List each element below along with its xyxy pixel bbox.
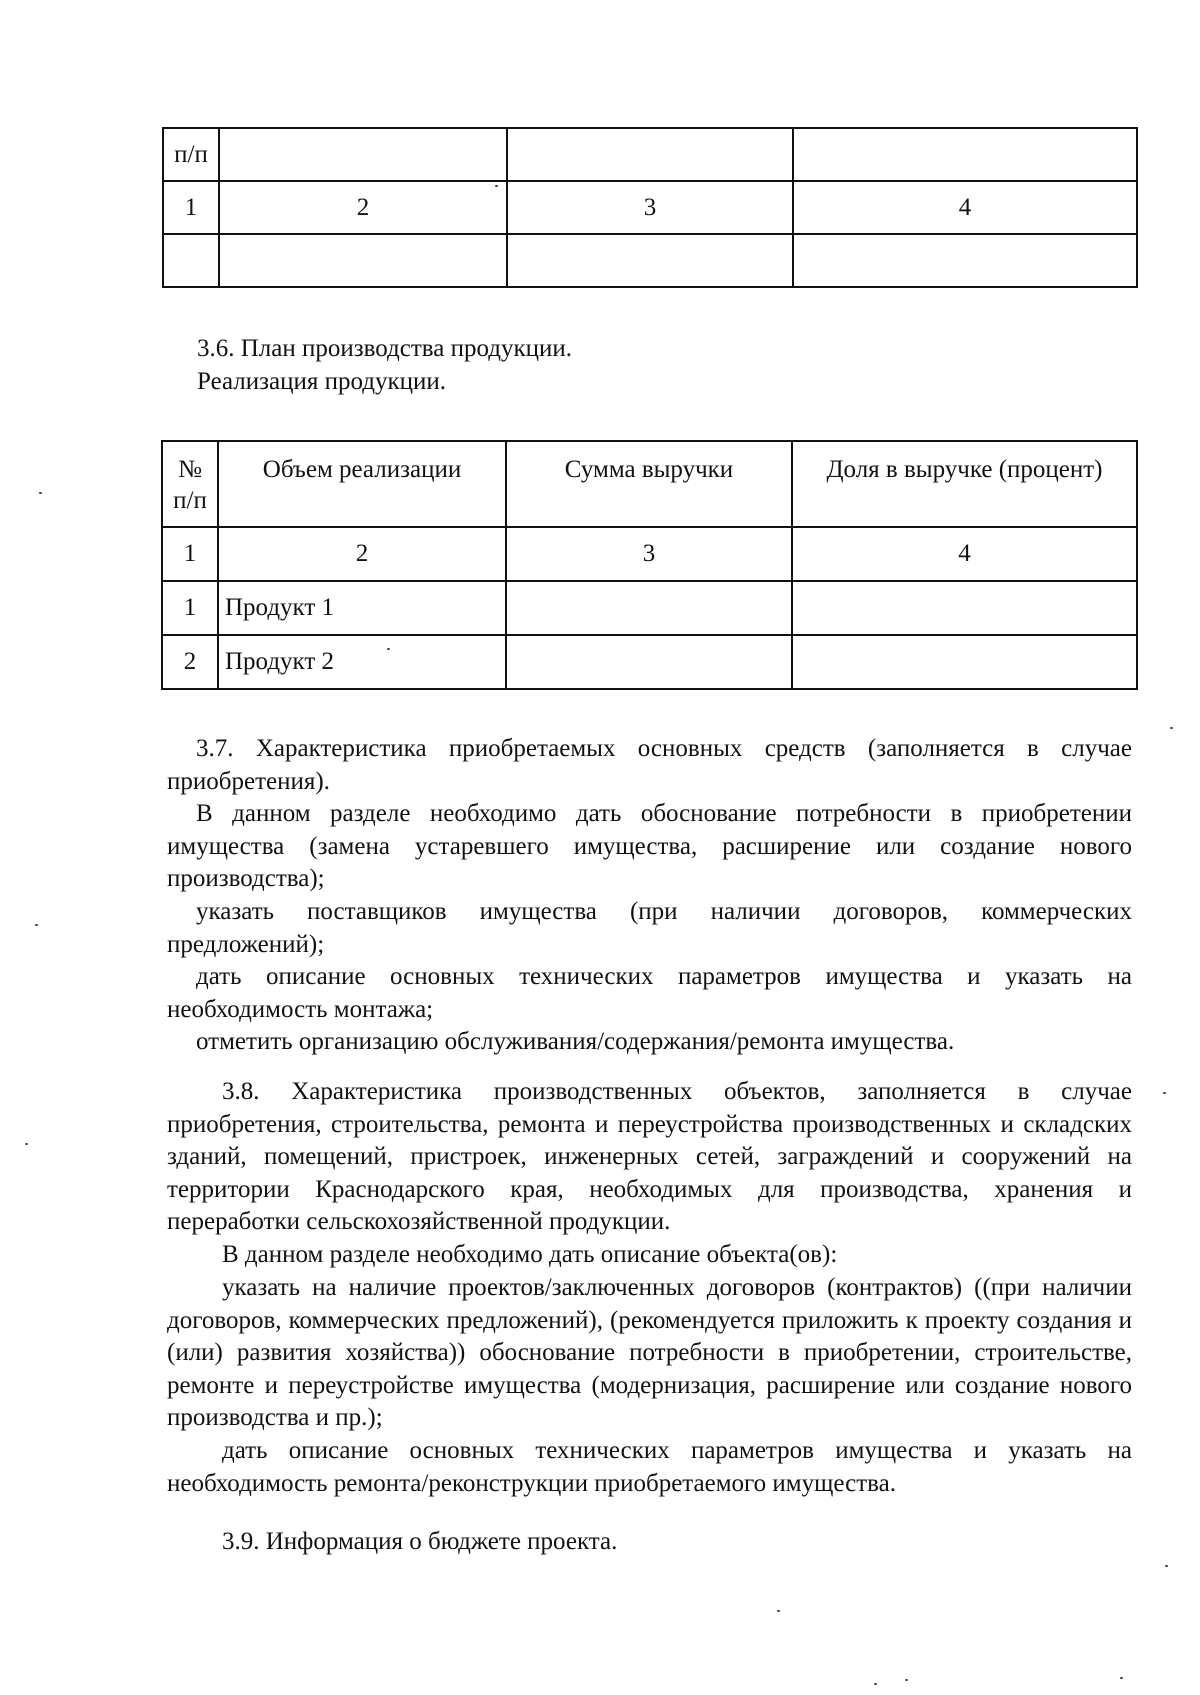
- header-sales-volume: Объем реализации: [218, 441, 506, 527]
- product-name: Продукт 2: [218, 635, 506, 689]
- scan-speck: [495, 185, 498, 187]
- header-revenue-sum: Сумма выручки: [506, 441, 792, 527]
- row-number: 2: [162, 635, 218, 689]
- table-cell: 1: [163, 181, 219, 234]
- table-cell: [506, 635, 792, 689]
- section-3-7-paragraph: 3.7. Характеристика приобретаемых основных средств (заполняется в случае приобретения).: [167, 735, 1132, 795]
- table-header-row: [162, 441, 1137, 527]
- table-cell: 2: [219, 181, 507, 234]
- table-cell: 4: [792, 527, 1137, 581]
- header-revenue-share: Доля в выручке (процент): [792, 441, 1137, 527]
- table-header-cell: [793, 128, 1137, 181]
- section-3-6-title: 3.6. План производства продукции.: [197, 335, 573, 362]
- table-header-cell: [219, 128, 507, 181]
- section-3-7-paragraph: В данном разделе необходимо дать обоснование потребности в приобретении имущества (замена устаревшего имущества, расширение или создание нового производства);: [167, 800, 1132, 892]
- table-cell: [507, 234, 793, 287]
- product-name: Продукт 1: [218, 581, 506, 635]
- table-cell: 3: [507, 181, 793, 234]
- table-cell: [793, 234, 1137, 287]
- table-cell: [506, 581, 792, 635]
- table-header-cell: п/п: [163, 128, 219, 181]
- table-row: [163, 181, 1137, 234]
- table-row: [162, 527, 1137, 581]
- scan-speck: [1163, 1092, 1166, 1094]
- row-number: 1: [162, 581, 218, 635]
- table-cell: [219, 234, 507, 287]
- scan-speck: [777, 1610, 780, 1612]
- section-3-7-paragraph: дать описание основных технических параметров имущества и указать на необходимость монтажа;: [167, 963, 1132, 1023]
- scan-speck: [874, 1683, 877, 1685]
- section-3-7-paragraph: указать поставщиков имущества (при наличии договоров, коммерческих предложений);: [167, 898, 1132, 958]
- scan-speck: [387, 648, 390, 650]
- table-row: [163, 128, 1137, 181]
- section-3-8-paragraph: указать на наличие проектов/заключенных договоров (контрактов) ((при наличии договоров, коммерческих предложений), (рекомендуется приложить к проекту создания и (или) развития хозяйства)) обоснование потребности в приобретении, строительстве, ремонте и переустройстве имущества (модернизация, расширение или создание нового производства и пр.);: [167, 1274, 1132, 1431]
- table-row: [162, 581, 1137, 635]
- section-3-9-title: 3.9. Информация о бюджете проекта.: [222, 1528, 618, 1555]
- table-cell: [792, 635, 1137, 689]
- section-3-8-paragraph: В данном разделе необходимо дать описание объекта(ов):: [222, 1241, 838, 1268]
- scan-speck: [35, 924, 38, 926]
- section-3-7-paragraph: отметить организацию обслуживания/содержания/ремонта имущества.: [196, 1028, 955, 1055]
- scan-speck: [1120, 1677, 1123, 1679]
- sales-table: [161, 440, 1138, 690]
- scan-speck: [25, 1143, 28, 1145]
- table-cell: 3: [506, 527, 792, 581]
- table-row: [162, 635, 1137, 689]
- table-cell: [792, 581, 1137, 635]
- table-cell: 4: [793, 181, 1137, 234]
- scan-speck: [1165, 1565, 1168, 1567]
- scan-speck: [1170, 727, 1173, 729]
- section-3-8-paragraph: 3.8. Характеристика производственных объектов, заполняется в случае приобретения, строительства, ремонта и переустройства производственных и складских зданий, помещений, пристроек, инженерных сетей, заграждений и сооружений на территории Краснодарского края, необходимых для производства, хранения и переработки сельскохозяйственной продукции.: [167, 1078, 1132, 1235]
- scan-speck: [39, 492, 42, 494]
- header-number: № п/п: [162, 441, 218, 527]
- section-3-6-subtitle: Реализация продукции.: [197, 368, 447, 395]
- table-row: [163, 234, 1137, 287]
- scan-speck: [905, 1679, 908, 1681]
- table-cell: 1: [162, 527, 218, 581]
- table-continuation: [162, 127, 1138, 288]
- table-cell: 2: [218, 527, 506, 581]
- table-cell: [163, 234, 219, 287]
- table-header-cell: [507, 128, 793, 181]
- section-3-8-paragraph: дать описание основных технических параметров имущества и указать на необходимость ремонта/реконструкции приобретаемого имущества.: [167, 1437, 1132, 1497]
